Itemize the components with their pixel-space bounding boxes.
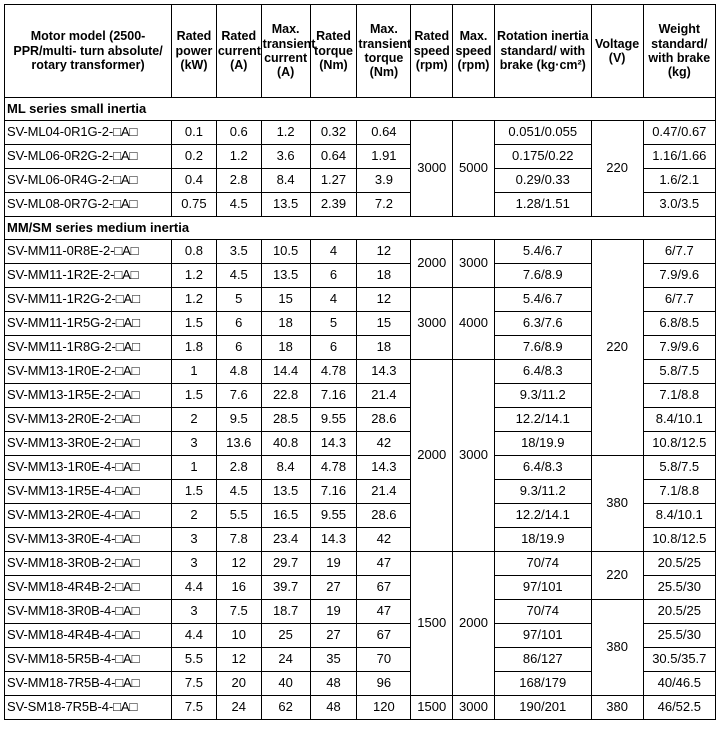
- cell-max-torque: 28.6: [357, 408, 411, 432]
- cell-model: SV-MM18-7R5B-4-□A□: [5, 672, 172, 696]
- cell-max-current: 24: [261, 648, 310, 672]
- cell-weight: 8.4/10.1: [643, 504, 715, 528]
- cell-max-current: 25: [261, 624, 310, 648]
- cell-model: SV-ML08-0R7G-2-□A□: [5, 193, 172, 217]
- cell-current: 2.8: [216, 169, 261, 193]
- cell-torque: 48: [310, 696, 357, 720]
- cell-inertia: 6.3/7.6: [494, 312, 591, 336]
- cell-max-torque: 42: [357, 528, 411, 552]
- cell-max-torque: 7.2: [357, 193, 411, 217]
- cell-inertia: 5.4/6.7: [494, 240, 591, 264]
- cell-rated-speed: 3000: [411, 121, 453, 217]
- cell-rated-speed: 3000: [411, 288, 453, 360]
- cell-current: 9.5: [216, 408, 261, 432]
- cell-max-torque: 47: [357, 600, 411, 624]
- cell-weight: 6/7.7: [643, 240, 715, 264]
- cell-weight: 7.9/9.6: [643, 336, 715, 360]
- cell-power: 0.4: [172, 169, 217, 193]
- cell-power: 0.1: [172, 121, 217, 145]
- section-row-ml: [5, 98, 716, 121]
- cell-model: SV-MM13-2R0E-4-□A□: [5, 504, 172, 528]
- cell-torque: 7.16: [310, 480, 357, 504]
- cell-weight: 3.0/3.5: [643, 193, 715, 217]
- cell-torque: 9.55: [310, 408, 357, 432]
- cell-inertia: 7.6/8.9: [494, 264, 591, 288]
- header-rotation-inertia: Rotation inertia standard/ with brake (kg·cm²): [494, 5, 591, 98]
- cell-torque: 19: [310, 552, 357, 576]
- cell-model: SV-ML06-0R4G-2-□A□: [5, 169, 172, 193]
- cell-weight: 5.8/7.5: [643, 456, 715, 480]
- cell-max-torque: 1.91: [357, 145, 411, 169]
- cell-max-torque: 70: [357, 648, 411, 672]
- cell-current: 16: [216, 576, 261, 600]
- cell-max-current: 62: [261, 696, 310, 720]
- cell-inertia: 1.28/1.51: [494, 193, 591, 217]
- table-row: [5, 696, 716, 720]
- cell-rated-speed: 2000: [411, 240, 453, 288]
- cell-torque: 4.78: [310, 360, 357, 384]
- cell-power: 1.8: [172, 336, 217, 360]
- cell-power: 3: [172, 432, 217, 456]
- motor-spec-table: [4, 4, 716, 720]
- cell-power: 5.5: [172, 648, 217, 672]
- cell-max-torque: 0.64: [357, 121, 411, 145]
- cell-power: 1.5: [172, 480, 217, 504]
- cell-inertia: 6.4/8.3: [494, 456, 591, 480]
- cell-max-torque: 28.6: [357, 504, 411, 528]
- cell-inertia: 168/179: [494, 672, 591, 696]
- cell-max-torque: 96: [357, 672, 411, 696]
- cell-torque: 14.3: [310, 432, 357, 456]
- header-max-current: Max. transient current (A): [261, 5, 310, 98]
- cell-torque: 4.78: [310, 456, 357, 480]
- cell-current: 0.6: [216, 121, 261, 145]
- cell-max-current: 23.4: [261, 528, 310, 552]
- cell-power: 7.5: [172, 672, 217, 696]
- header-rated-torque: Rated torque (Nm): [310, 5, 357, 98]
- cell-current: 5: [216, 288, 261, 312]
- cell-torque: 9.55: [310, 504, 357, 528]
- cell-torque: 27: [310, 576, 357, 600]
- cell-model: SV-MM13-2R0E-2-□A□: [5, 408, 172, 432]
- cell-max-torque: 21.4: [357, 480, 411, 504]
- cell-voltage: 220: [591, 121, 643, 217]
- cell-model: SV-ML04-0R1G-2-□A□: [5, 121, 172, 145]
- table-row: [5, 240, 716, 264]
- cell-weight: 30.5/35.7: [643, 648, 715, 672]
- cell-max-current: 14.4: [261, 360, 310, 384]
- cell-max-torque: 12: [357, 288, 411, 312]
- cell-weight: 7.1/8.8: [643, 384, 715, 408]
- cell-current: 12: [216, 648, 261, 672]
- cell-max-current: 18: [261, 336, 310, 360]
- cell-model: SV-MM18-4R4B-2-□A□: [5, 576, 172, 600]
- cell-weight: 40/46.5: [643, 672, 715, 696]
- cell-torque: 27: [310, 624, 357, 648]
- cell-max-current: 18.7: [261, 600, 310, 624]
- cell-max-current: 13.5: [261, 480, 310, 504]
- cell-current: 1.2: [216, 145, 261, 169]
- cell-torque: 0.64: [310, 145, 357, 169]
- cell-inertia: 5.4/6.7: [494, 288, 591, 312]
- cell-power: 0.2: [172, 145, 217, 169]
- cell-model: SV-MM13-1R5E-2-□A□: [5, 384, 172, 408]
- cell-power: 1.2: [172, 264, 217, 288]
- cell-current: 5.5: [216, 504, 261, 528]
- cell-max-current: 18: [261, 312, 310, 336]
- cell-max-current: 28.5: [261, 408, 310, 432]
- cell-model: SV-MM11-0R8E-2-□A□: [5, 240, 172, 264]
- cell-power: 0.8: [172, 240, 217, 264]
- header-row: [5, 5, 716, 98]
- cell-inertia: 70/74: [494, 600, 591, 624]
- cell-inertia: 9.3/11.2: [494, 384, 591, 408]
- cell-model: SV-MM18-3R0B-2-□A□: [5, 552, 172, 576]
- cell-torque: 14.3: [310, 528, 357, 552]
- cell-model: SV-MM18-4R4B-4-□A□: [5, 624, 172, 648]
- section-row-mm: [5, 217, 716, 240]
- cell-power: 3: [172, 600, 217, 624]
- cell-inertia: 9.3/11.2: [494, 480, 591, 504]
- cell-current: 24: [216, 696, 261, 720]
- cell-power: 1: [172, 456, 217, 480]
- cell-inertia: 86/127: [494, 648, 591, 672]
- cell-voltage: 220: [591, 552, 643, 600]
- cell-max-torque: 15: [357, 312, 411, 336]
- cell-model: SV-ML06-0R2G-2-□A□: [5, 145, 172, 169]
- cell-inertia: 97/101: [494, 576, 591, 600]
- cell-inertia: 0.051/0.055: [494, 121, 591, 145]
- cell-current: 3.5: [216, 240, 261, 264]
- cell-current: 4.5: [216, 264, 261, 288]
- cell-power: 2: [172, 504, 217, 528]
- cell-max-torque: 14.3: [357, 456, 411, 480]
- cell-weight: 6.8/8.5: [643, 312, 715, 336]
- cell-torque: 6: [310, 264, 357, 288]
- cell-inertia: 190/201: [494, 696, 591, 720]
- cell-voltage: 380: [591, 456, 643, 552]
- cell-torque: 2.39: [310, 193, 357, 217]
- cell-current: 13.6: [216, 432, 261, 456]
- cell-max-speed: 3000: [453, 240, 495, 288]
- cell-torque: 5: [310, 312, 357, 336]
- cell-current: 6: [216, 336, 261, 360]
- section-title-ml: ML series small inertia: [5, 98, 716, 121]
- cell-model: SV-MM13-1R0E-4-□A□: [5, 456, 172, 480]
- cell-weight: 5.8/7.5: [643, 360, 715, 384]
- cell-max-torque: 18: [357, 336, 411, 360]
- header-max-torque: Max. transient torque (Nm): [357, 5, 411, 98]
- cell-current: 4.5: [216, 193, 261, 217]
- cell-torque: 6: [310, 336, 357, 360]
- cell-max-speed: 4000: [453, 288, 495, 360]
- cell-weight: 25.5/30: [643, 624, 715, 648]
- cell-inertia: 0.175/0.22: [494, 145, 591, 169]
- cell-weight: 6/7.7: [643, 288, 715, 312]
- cell-current: 7.6: [216, 384, 261, 408]
- cell-max-torque: 47: [357, 552, 411, 576]
- cell-max-current: 13.5: [261, 193, 310, 217]
- cell-max-torque: 67: [357, 576, 411, 600]
- cell-weight: 1.6/2.1: [643, 169, 715, 193]
- cell-inertia: 0.29/0.33: [494, 169, 591, 193]
- cell-current: 10: [216, 624, 261, 648]
- header-motor-model: Motor model (2500-PPR/multi- turn absolute/ rotary transformer): [5, 5, 172, 98]
- cell-max-speed: 3000: [453, 696, 495, 720]
- cell-power: 4.4: [172, 624, 217, 648]
- cell-model: SV-MM13-3R0E-4-□A□: [5, 528, 172, 552]
- table-row: [5, 121, 716, 145]
- cell-max-current: 39.7: [261, 576, 310, 600]
- cell-torque: 1.27: [310, 169, 357, 193]
- header-voltage: Voltage (V): [591, 5, 643, 98]
- cell-current: 2.8: [216, 456, 261, 480]
- cell-max-current: 40: [261, 672, 310, 696]
- cell-weight: 8.4/10.1: [643, 408, 715, 432]
- cell-max-current: 13.5: [261, 264, 310, 288]
- cell-power: 0.75: [172, 193, 217, 217]
- cell-current: 4.5: [216, 480, 261, 504]
- cell-weight: 0.47/0.67: [643, 121, 715, 145]
- cell-rated-speed: 1500: [411, 696, 453, 720]
- cell-weight: 10.8/12.5: [643, 528, 715, 552]
- cell-max-torque: 12: [357, 240, 411, 264]
- cell-model: SV-MM18-3R0B-4-□A□: [5, 600, 172, 624]
- cell-inertia: 12.2/14.1: [494, 504, 591, 528]
- cell-rated-speed: 1500: [411, 552, 453, 696]
- cell-inertia: 6.4/8.3: [494, 360, 591, 384]
- cell-model: SV-MM13-3R0E-2-□A□: [5, 432, 172, 456]
- cell-power: 1.5: [172, 312, 217, 336]
- cell-inertia: 70/74: [494, 552, 591, 576]
- cell-current: 20: [216, 672, 261, 696]
- cell-max-torque: 14.3: [357, 360, 411, 384]
- cell-rated-speed: 2000: [411, 360, 453, 552]
- cell-current: 12: [216, 552, 261, 576]
- cell-torque: 48: [310, 672, 357, 696]
- cell-model: SV-MM11-1R2E-2-□A□: [5, 264, 172, 288]
- header-rated-speed: Rated speed (rpm): [411, 5, 453, 98]
- cell-max-current: 10.5: [261, 240, 310, 264]
- cell-weight: 10.8/12.5: [643, 432, 715, 456]
- header-rated-power: Rated power (kW): [172, 5, 217, 98]
- cell-max-current: 22.8: [261, 384, 310, 408]
- cell-current: 4.8: [216, 360, 261, 384]
- cell-torque: 4: [310, 288, 357, 312]
- cell-model: SV-MM11-1R8G-2-□A□: [5, 336, 172, 360]
- cell-model: SV-MM11-1R5G-2-□A□: [5, 312, 172, 336]
- cell-inertia: 18/19.9: [494, 528, 591, 552]
- cell-power: 1.5: [172, 384, 217, 408]
- cell-voltage: 380: [591, 600, 643, 696]
- table-row: [5, 552, 716, 576]
- table-row: [5, 456, 716, 480]
- cell-current: 7.5: [216, 600, 261, 624]
- cell-voltage: 380: [591, 696, 643, 720]
- cell-max-speed: 2000: [453, 552, 495, 696]
- cell-model: SV-SM18-7R5B-4-□A□: [5, 696, 172, 720]
- cell-max-current: 15: [261, 288, 310, 312]
- cell-max-torque: 67: [357, 624, 411, 648]
- cell-power: 1.2: [172, 288, 217, 312]
- cell-max-current: 8.4: [261, 169, 310, 193]
- header-max-speed: Max. speed (rpm): [453, 5, 495, 98]
- cell-torque: 35: [310, 648, 357, 672]
- cell-max-current: 29.7: [261, 552, 310, 576]
- cell-model: SV-MM13-1R5E-4-□A□: [5, 480, 172, 504]
- cell-max-current: 16.5: [261, 504, 310, 528]
- cell-current: 6: [216, 312, 261, 336]
- cell-inertia: 7.6/8.9: [494, 336, 591, 360]
- cell-inertia: 18/19.9: [494, 432, 591, 456]
- cell-model: SV-MM11-1R2G-2-□A□: [5, 288, 172, 312]
- header-weight: Weight standard/ with brake (kg): [643, 5, 715, 98]
- cell-inertia: 97/101: [494, 624, 591, 648]
- cell-voltage: 220: [591, 240, 643, 456]
- cell-max-torque: 21.4: [357, 384, 411, 408]
- cell-torque: 4: [310, 240, 357, 264]
- cell-power: 4.4: [172, 576, 217, 600]
- cell-weight: 7.1/8.8: [643, 480, 715, 504]
- cell-torque: 0.32: [310, 121, 357, 145]
- cell-torque: 19: [310, 600, 357, 624]
- cell-power: 3: [172, 528, 217, 552]
- cell-weight: 25.5/30: [643, 576, 715, 600]
- cell-weight: 46/52.5: [643, 696, 715, 720]
- cell-model: SV-MM18-5R5B-4-□A□: [5, 648, 172, 672]
- cell-max-speed: 5000: [453, 121, 495, 217]
- section-title-mm: MM/SM series medium inertia: [5, 217, 716, 240]
- cell-model: SV-MM13-1R0E-2-□A□: [5, 360, 172, 384]
- cell-max-current: 1.2: [261, 121, 310, 145]
- table-row: [5, 600, 716, 624]
- cell-torque: 7.16: [310, 384, 357, 408]
- cell-max-torque: 3.9: [357, 169, 411, 193]
- cell-max-torque: 18: [357, 264, 411, 288]
- cell-weight: 1.16/1.66: [643, 145, 715, 169]
- cell-weight: 7.9/9.6: [643, 264, 715, 288]
- cell-max-current: 40.8: [261, 432, 310, 456]
- cell-max-current: 3.6: [261, 145, 310, 169]
- cell-max-current: 8.4: [261, 456, 310, 480]
- cell-max-speed: 3000: [453, 360, 495, 552]
- cell-power: 2: [172, 408, 217, 432]
- header-rated-current: Rated current (A): [216, 5, 261, 98]
- cell-current: 7.8: [216, 528, 261, 552]
- cell-power: 1: [172, 360, 217, 384]
- cell-inertia: 12.2/14.1: [494, 408, 591, 432]
- cell-power: 3: [172, 552, 217, 576]
- cell-power: 7.5: [172, 696, 217, 720]
- cell-max-torque: 120: [357, 696, 411, 720]
- cell-max-torque: 42: [357, 432, 411, 456]
- cell-weight: 20.5/25: [643, 600, 715, 624]
- cell-weight: 20.5/25: [643, 552, 715, 576]
